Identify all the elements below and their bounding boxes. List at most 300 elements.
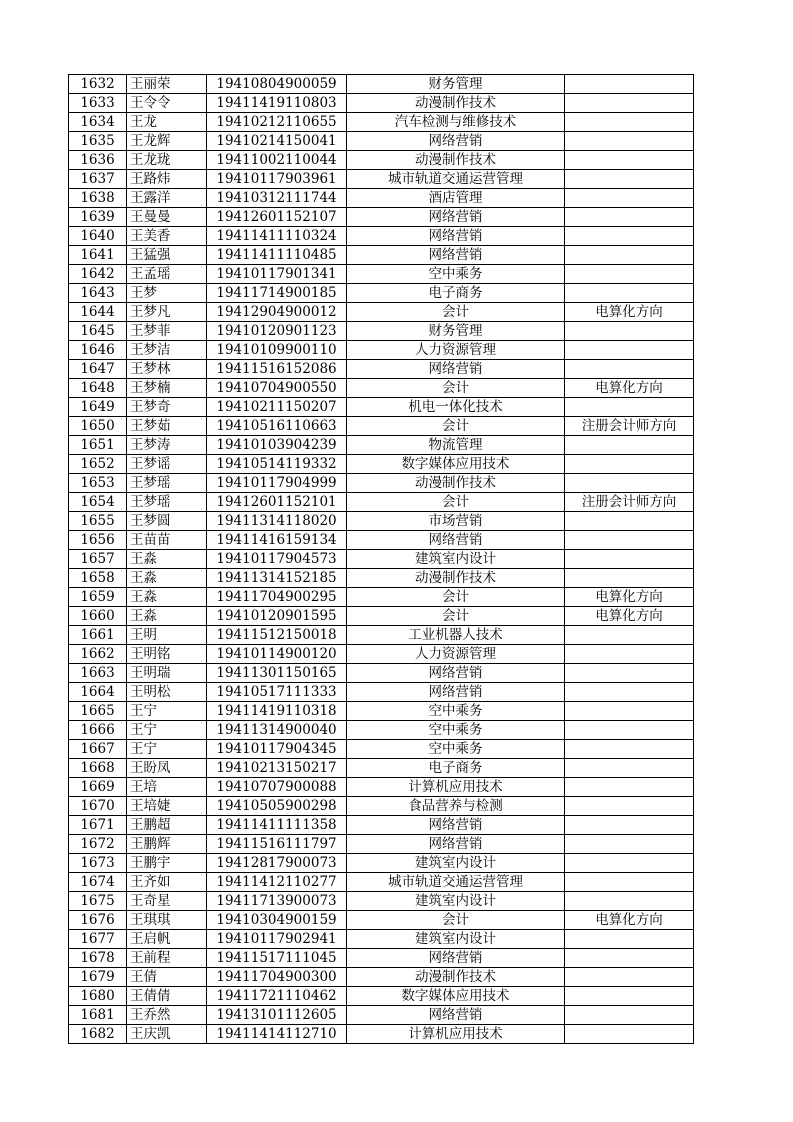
- row-number-cell: 1662: [69, 645, 127, 664]
- student-name-cell: 王猛强: [127, 246, 207, 265]
- table-row: [69, 816, 694, 835]
- major-cell: 会计: [347, 417, 565, 436]
- row-number-cell: 1661: [69, 626, 127, 645]
- student-name-cell: 王孟瑶: [127, 265, 207, 284]
- student-id-cell: 19410120901123: [207, 322, 347, 341]
- table-row: [69, 322, 694, 341]
- table-row: [69, 835, 694, 854]
- table-row: [69, 721, 694, 740]
- student-id-cell: 19410704900550: [207, 379, 347, 398]
- major-cell: 城市轨道交通运营管理: [347, 873, 565, 892]
- student-id-cell: 19410212110655: [207, 113, 347, 132]
- table-row: [69, 474, 694, 493]
- student-id-cell: 19410304900159: [207, 911, 347, 930]
- student-name-cell: 王梦楠: [127, 379, 207, 398]
- student-name-cell: 王美香: [127, 227, 207, 246]
- student-id-cell: 19410117902941: [207, 930, 347, 949]
- table-row: [69, 778, 694, 797]
- table-row: [69, 284, 694, 303]
- major-cell: 会计: [347, 607, 565, 626]
- student-id-cell: 19410707900088: [207, 778, 347, 797]
- student-id-cell: 19411516152086: [207, 360, 347, 379]
- direction-cell: 注册会计师方向: [565, 493, 694, 512]
- row-number-cell: 1635: [69, 132, 127, 151]
- direction-cell: [565, 664, 694, 683]
- student-id-cell: 19411314900040: [207, 721, 347, 740]
- direction-cell: [565, 740, 694, 759]
- direction-cell: [565, 360, 694, 379]
- direction-cell: [565, 797, 694, 816]
- direction-cell: [565, 398, 694, 417]
- student-id-cell: 19412817900073: [207, 854, 347, 873]
- row-number-cell: 1671: [69, 816, 127, 835]
- table-row: [69, 588, 694, 607]
- direction-cell: [565, 474, 694, 493]
- table-row: [69, 246, 694, 265]
- student-id-cell: 19410804900059: [207, 75, 347, 94]
- row-number-cell: 1657: [69, 550, 127, 569]
- direction-cell: [565, 854, 694, 873]
- table-row: [69, 759, 694, 778]
- row-number-cell: 1679: [69, 968, 127, 987]
- table-body: [69, 75, 694, 1044]
- row-number-cell: 1673: [69, 854, 127, 873]
- row-number-cell: 1650: [69, 417, 127, 436]
- table-row: [69, 227, 694, 246]
- student-name-cell: 王梦奇: [127, 398, 207, 417]
- major-cell: 建筑室内设计: [347, 892, 565, 911]
- direction-cell: [565, 569, 694, 588]
- table-row: [69, 94, 694, 113]
- major-cell: 机电一体化技术: [347, 398, 565, 417]
- student-name-cell: 王梦谣: [127, 455, 207, 474]
- row-number-cell: 1634: [69, 113, 127, 132]
- student-name-cell: 王宁: [127, 740, 207, 759]
- student-name-cell: 王淼: [127, 569, 207, 588]
- major-cell: 网络营销: [347, 132, 565, 151]
- major-cell: 空中乘务: [347, 702, 565, 721]
- student-name-cell: 王梦瑶: [127, 474, 207, 493]
- student-id-cell: 19411516111797: [207, 835, 347, 854]
- major-cell: 电子商务: [347, 759, 565, 778]
- direction-cell: [565, 930, 694, 949]
- table-row: [69, 683, 694, 702]
- row-number-cell: 1638: [69, 189, 127, 208]
- major-cell: 计算机应用技术: [347, 1025, 565, 1044]
- table-row: [69, 968, 694, 987]
- major-cell: 会计: [347, 379, 565, 398]
- row-number-cell: 1663: [69, 664, 127, 683]
- major-cell: 网络营销: [347, 246, 565, 265]
- student-id-cell: 19410514119332: [207, 455, 347, 474]
- major-cell: 人力资源管理: [347, 645, 565, 664]
- table-row: [69, 911, 694, 930]
- row-number-cell: 1642: [69, 265, 127, 284]
- row-number-cell: 1666: [69, 721, 127, 740]
- student-name-cell: 王令令: [127, 94, 207, 113]
- student-id-cell: 19410517111333: [207, 683, 347, 702]
- table-row: [69, 265, 694, 284]
- row-number-cell: 1652: [69, 455, 127, 474]
- major-cell: 酒店管理: [347, 189, 565, 208]
- student-id-cell: 19410312111744: [207, 189, 347, 208]
- table-row: [69, 113, 694, 132]
- table-row: [69, 531, 694, 550]
- major-cell: 空中乘务: [347, 740, 565, 759]
- student-id-cell: 19411411111358: [207, 816, 347, 835]
- table-row: [69, 797, 694, 816]
- major-cell: 建筑室内设计: [347, 854, 565, 873]
- direction-cell: [565, 132, 694, 151]
- student-name-cell: 王淼: [127, 607, 207, 626]
- table-row: [69, 151, 694, 170]
- direction-cell: [565, 94, 694, 113]
- direction-cell: [565, 645, 694, 664]
- row-number-cell: 1667: [69, 740, 127, 759]
- major-cell: 数字媒体应用技术: [347, 987, 565, 1006]
- student-name-cell: 王倩倩: [127, 987, 207, 1006]
- row-number-cell: 1651: [69, 436, 127, 455]
- major-cell: 物流管理: [347, 436, 565, 455]
- student-name-cell: 王梦林: [127, 360, 207, 379]
- row-number-cell: 1680: [69, 987, 127, 1006]
- direction-cell: 电算化方向: [565, 379, 694, 398]
- major-cell: 动漫制作技术: [347, 474, 565, 493]
- student-id-cell: 19411411110324: [207, 227, 347, 246]
- row-number-cell: 1632: [69, 75, 127, 94]
- student-name-cell: 王明: [127, 626, 207, 645]
- row-number-cell: 1675: [69, 892, 127, 911]
- major-cell: 动漫制作技术: [347, 94, 565, 113]
- student-id-cell: 19412601152101: [207, 493, 347, 512]
- direction-cell: [565, 227, 694, 246]
- student-name-cell: 王培婕: [127, 797, 207, 816]
- direction-cell: [565, 550, 694, 569]
- major-cell: 人力资源管理: [347, 341, 565, 360]
- student-name-cell: 王龙: [127, 113, 207, 132]
- student-name-cell: 王鹏辉: [127, 835, 207, 854]
- major-cell: 会计: [347, 588, 565, 607]
- major-cell: 城市轨道交通运营管理: [347, 170, 565, 189]
- direction-cell: 电算化方向: [565, 588, 694, 607]
- student-id-cell: 19411419110803: [207, 94, 347, 113]
- table-row: [69, 417, 694, 436]
- row-number-cell: 1653: [69, 474, 127, 493]
- row-number-cell: 1637: [69, 170, 127, 189]
- direction-cell: [565, 170, 694, 189]
- direction-cell: [565, 987, 694, 1006]
- direction-cell: [565, 968, 694, 987]
- student-id-cell: 19412601152107: [207, 208, 347, 227]
- student-id-cell: 19410117903961: [207, 170, 347, 189]
- direction-cell: [565, 113, 694, 132]
- table-row: [69, 170, 694, 189]
- major-cell: 会计: [347, 303, 565, 322]
- student-id-cell: 19411411110485: [207, 246, 347, 265]
- major-cell: 建筑室内设计: [347, 930, 565, 949]
- row-number-cell: 1633: [69, 94, 127, 113]
- table-row: [69, 664, 694, 683]
- major-cell: 建筑室内设计: [347, 550, 565, 569]
- student-name-cell: 王梦圆: [127, 512, 207, 531]
- student-name-cell: 王庆凯: [127, 1025, 207, 1044]
- student-id-cell: 19410117904573: [207, 550, 347, 569]
- student-name-cell: 王路炜: [127, 170, 207, 189]
- major-cell: 动漫制作技术: [347, 569, 565, 588]
- row-number-cell: 1655: [69, 512, 127, 531]
- row-number-cell: 1658: [69, 569, 127, 588]
- table-row: [69, 455, 694, 474]
- table-row: [69, 949, 694, 968]
- student-id-cell: 19411414112710: [207, 1025, 347, 1044]
- student-name-cell: 王乔然: [127, 1006, 207, 1025]
- direction-cell: [565, 531, 694, 550]
- student-list-table: [68, 74, 694, 1044]
- student-name-cell: 王宁: [127, 721, 207, 740]
- table-row: [69, 987, 694, 1006]
- direction-cell: [565, 284, 694, 303]
- row-number-cell: 1656: [69, 531, 127, 550]
- student-id-cell: 19412904900012: [207, 303, 347, 322]
- table-row: [69, 132, 694, 151]
- student-id-cell: 19411002110044: [207, 151, 347, 170]
- student-id-cell: 19410120901595: [207, 607, 347, 626]
- student-id-cell: 19410117901341: [207, 265, 347, 284]
- table-row: [69, 892, 694, 911]
- student-id-cell: 19410211150207: [207, 398, 347, 417]
- student-name-cell: 王鹏宇: [127, 854, 207, 873]
- direction-cell: [565, 455, 694, 474]
- major-cell: 网络营销: [347, 683, 565, 702]
- row-number-cell: 1670: [69, 797, 127, 816]
- student-id-cell: 19411512150018: [207, 626, 347, 645]
- student-name-cell: 王盼凤: [127, 759, 207, 778]
- direction-cell: [565, 265, 694, 284]
- direction-cell: [565, 1025, 694, 1044]
- major-cell: 会计: [347, 911, 565, 930]
- table-row: [69, 702, 694, 721]
- direction-cell: [565, 151, 694, 170]
- direction-cell: [565, 816, 694, 835]
- student-id-cell: 19410117904345: [207, 740, 347, 759]
- major-cell: 空中乘务: [347, 721, 565, 740]
- table-row: [69, 1006, 694, 1025]
- student-id-cell: 19410213150217: [207, 759, 347, 778]
- student-name-cell: 王曼曼: [127, 208, 207, 227]
- major-cell: 网络营销: [347, 835, 565, 854]
- direction-cell: 电算化方向: [565, 303, 694, 322]
- table-row: [69, 645, 694, 664]
- student-name-cell: 王前程: [127, 949, 207, 968]
- table-row: [69, 550, 694, 569]
- student-name-cell: 王梦涛: [127, 436, 207, 455]
- table-row: [69, 512, 694, 531]
- student-id-cell: 19411704900295: [207, 588, 347, 607]
- direction-cell: 电算化方向: [565, 911, 694, 930]
- major-cell: 食品营养与检测: [347, 797, 565, 816]
- table-row: [69, 398, 694, 417]
- major-cell: 电子商务: [347, 284, 565, 303]
- table-row: [69, 493, 694, 512]
- row-number-cell: 1660: [69, 607, 127, 626]
- student-name-cell: 王鹏超: [127, 816, 207, 835]
- student-name-cell: 王奇星: [127, 892, 207, 911]
- student-name-cell: 王露洋: [127, 189, 207, 208]
- table-row: [69, 303, 694, 322]
- student-id-cell: 19410505900298: [207, 797, 347, 816]
- major-cell: 工业机器人技术: [347, 626, 565, 645]
- direction-cell: [565, 75, 694, 94]
- major-cell: 财务管理: [347, 322, 565, 341]
- direction-cell: [565, 246, 694, 265]
- table-row: [69, 607, 694, 626]
- student-name-cell: 王龙辉: [127, 132, 207, 151]
- major-cell: 市场营销: [347, 512, 565, 531]
- student-id-cell: 19411714900185: [207, 284, 347, 303]
- direction-cell: [565, 189, 694, 208]
- row-number-cell: 1676: [69, 911, 127, 930]
- direction-cell: [565, 759, 694, 778]
- row-number-cell: 1674: [69, 873, 127, 892]
- direction-cell: [565, 778, 694, 797]
- direction-cell: [565, 835, 694, 854]
- direction-cell: [565, 436, 694, 455]
- major-cell: 汽车检测与维修技术: [347, 113, 565, 132]
- row-number-cell: 1668: [69, 759, 127, 778]
- direction-cell: [565, 721, 694, 740]
- table-row: [69, 208, 694, 227]
- student-name-cell: 王苗苗: [127, 531, 207, 550]
- major-cell: 网络营销: [347, 208, 565, 227]
- student-name-cell: 王梦凡: [127, 303, 207, 322]
- row-number-cell: 1644: [69, 303, 127, 322]
- table-row: [69, 379, 694, 398]
- direction-cell: 电算化方向: [565, 607, 694, 626]
- row-number-cell: 1682: [69, 1025, 127, 1044]
- direction-cell: [565, 322, 694, 341]
- table-row: [69, 189, 694, 208]
- row-number-cell: 1665: [69, 702, 127, 721]
- direction-cell: [565, 702, 694, 721]
- student-name-cell: 王梦茹: [127, 417, 207, 436]
- major-cell: 网络营销: [347, 664, 565, 683]
- row-number-cell: 1659: [69, 588, 127, 607]
- row-number-cell: 1647: [69, 360, 127, 379]
- row-number-cell: 1669: [69, 778, 127, 797]
- major-cell: 财务管理: [347, 75, 565, 94]
- row-number-cell: 1677: [69, 930, 127, 949]
- table-row: [69, 360, 694, 379]
- student-name-cell: 王梦: [127, 284, 207, 303]
- row-number-cell: 1646: [69, 341, 127, 360]
- direction-cell: 注册会计师方向: [565, 417, 694, 436]
- student-id-cell: 19410114900120: [207, 645, 347, 664]
- table-row: [69, 930, 694, 949]
- row-number-cell: 1672: [69, 835, 127, 854]
- direction-cell: [565, 683, 694, 702]
- row-number-cell: 1654: [69, 493, 127, 512]
- major-cell: 数字媒体应用技术: [347, 455, 565, 474]
- direction-cell: [565, 626, 694, 645]
- major-cell: 空中乘务: [347, 265, 565, 284]
- row-number-cell: 1664: [69, 683, 127, 702]
- row-number-cell: 1649: [69, 398, 127, 417]
- table-row: [69, 854, 694, 873]
- student-name-cell: 王淼: [127, 550, 207, 569]
- direction-cell: [565, 512, 694, 531]
- direction-cell: [565, 1006, 694, 1025]
- direction-cell: [565, 873, 694, 892]
- table-row: [69, 1025, 694, 1044]
- major-cell: 动漫制作技术: [347, 968, 565, 987]
- major-cell: 网络营销: [347, 1006, 565, 1025]
- direction-cell: [565, 208, 694, 227]
- major-cell: 动漫制作技术: [347, 151, 565, 170]
- student-name-cell: 王启帆: [127, 930, 207, 949]
- student-id-cell: 19410103904239: [207, 436, 347, 455]
- row-number-cell: 1678: [69, 949, 127, 968]
- row-number-cell: 1645: [69, 322, 127, 341]
- student-id-cell: 19410109900110: [207, 341, 347, 360]
- row-number-cell: 1681: [69, 1006, 127, 1025]
- student-name-cell: 王梦瑶: [127, 493, 207, 512]
- row-number-cell: 1636: [69, 151, 127, 170]
- table-row: [69, 626, 694, 645]
- student-name-cell: 王宁: [127, 702, 207, 721]
- row-number-cell: 1640: [69, 227, 127, 246]
- direction-cell: [565, 892, 694, 911]
- direction-cell: [565, 341, 694, 360]
- student-id-cell: 19413101112605: [207, 1006, 347, 1025]
- table-row: [69, 75, 694, 94]
- major-cell: 网络营销: [347, 227, 565, 246]
- row-number-cell: 1639: [69, 208, 127, 227]
- student-id-cell: 19411721110462: [207, 987, 347, 1006]
- student-id-cell: 19411416159134: [207, 531, 347, 550]
- student-id-cell: 19410117904999: [207, 474, 347, 493]
- direction-cell: [565, 949, 694, 968]
- student-id-cell: 19411412110277: [207, 873, 347, 892]
- table-row: [69, 873, 694, 892]
- student-id-cell: 19411704900300: [207, 968, 347, 987]
- student-id-cell: 19410516110663: [207, 417, 347, 436]
- student-name-cell: 王梦菲: [127, 322, 207, 341]
- row-number-cell: 1643: [69, 284, 127, 303]
- major-cell: 网络营销: [347, 360, 565, 379]
- major-cell: 会计: [347, 493, 565, 512]
- student-id-cell: 19411713900073: [207, 892, 347, 911]
- row-number-cell: 1641: [69, 246, 127, 265]
- student-name-cell: 王梦洁: [127, 341, 207, 360]
- student-name-cell: 王明松: [127, 683, 207, 702]
- student-id-cell: 19411517111045: [207, 949, 347, 968]
- student-id-cell: 19410214150041: [207, 132, 347, 151]
- student-name-cell: 王明铭: [127, 645, 207, 664]
- student-name-cell: 王齐如: [127, 873, 207, 892]
- table-row: [69, 569, 694, 588]
- student-id-cell: 19411314118020: [207, 512, 347, 531]
- student-name-cell: 王琪琪: [127, 911, 207, 930]
- student-name-cell: 王丽荣: [127, 75, 207, 94]
- student-name-cell: 王淼: [127, 588, 207, 607]
- student-id-cell: 19411419110318: [207, 702, 347, 721]
- major-cell: 网络营销: [347, 949, 565, 968]
- table-row: [69, 436, 694, 455]
- student-id-cell: 19411301150165: [207, 664, 347, 683]
- student-name-cell: 王明瑞: [127, 664, 207, 683]
- major-cell: 网络营销: [347, 816, 565, 835]
- student-id-cell: 19411314152185: [207, 569, 347, 588]
